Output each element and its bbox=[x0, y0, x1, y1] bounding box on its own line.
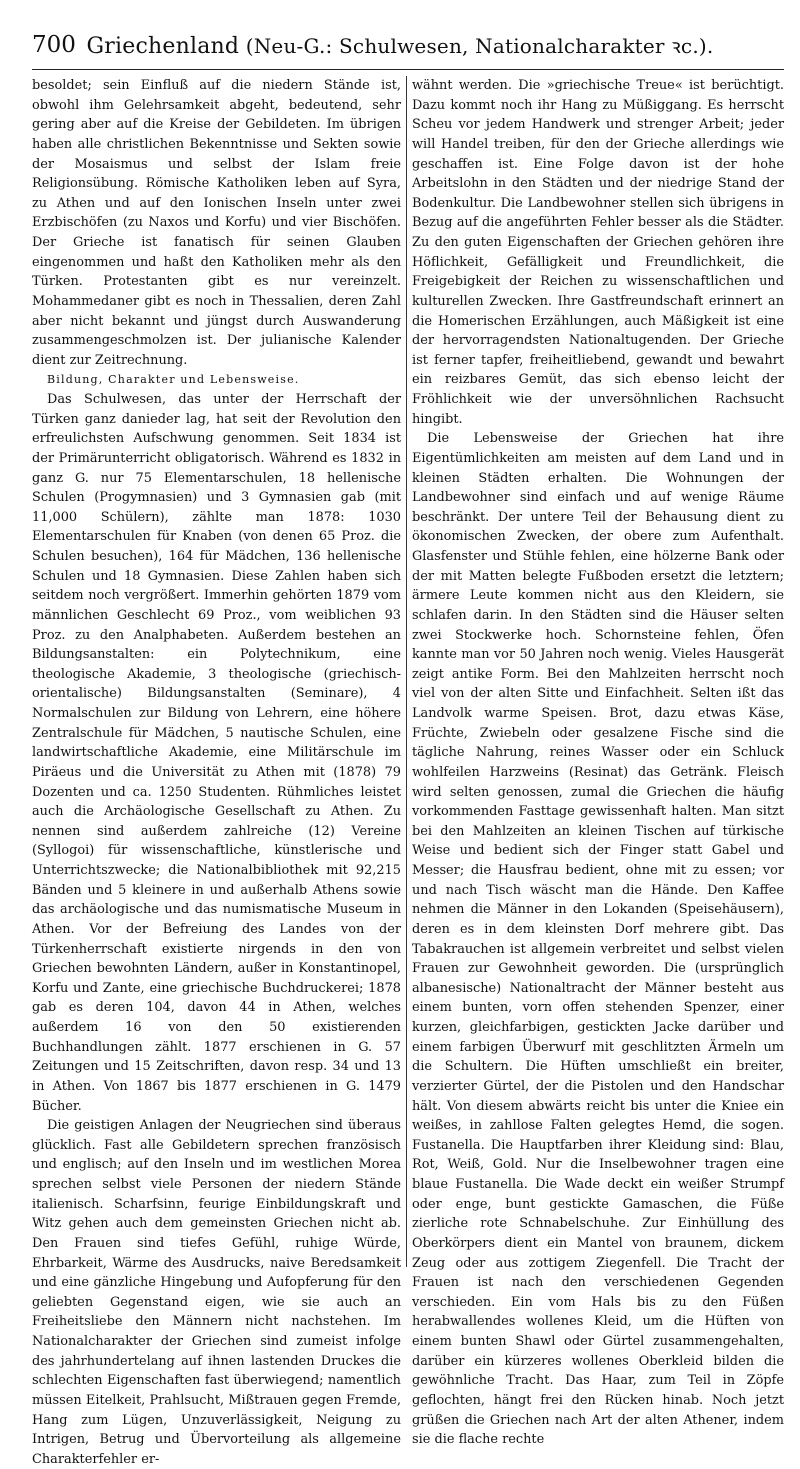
header-rule bbox=[32, 69, 784, 70]
column-divider bbox=[406, 76, 407, 1267]
running-head bbox=[20, 32, 780, 59]
paragraph-schools: Das Schulwesen, das unter der Herrschaft der Türken ganz danieder lag, hat seit der Revolution den erfreulichsten Aufschwung genommen. Seit 1834 ist der Primärunterricht obligatorisch. Während es 1832 in ganz G. nur 75 Elementarschulen, 18 hellenische Schulen (Progymnasien) und 3 Gymnasien gab (mit 11,000 Schülern), zählte man 1878: 1030 Elementarschulen für Knaben (von denen 65 Proz. die Schulen besuchen), 164 für Mädchen, 136 hellenische Schulen und 18 Gymnasien. Diese Zahlen haben sich seitdem noch vergrößert. Immerhin gehörten 1879 vom männlichen Geschlecht 69 Proz., vom weiblichen 93 Proz. zu den Analphabeten. Außerdem bestehen an Bildungsanstalten: ein Polytechnikum, eine theologische Akademie, 3 theologische (griechisch-orientalische) Bildungsanstalten (Seminare), 4 Normalschulen zur Bildung von Lehrern, eine höhere Zentralschule für Mädchen, 5 nautische Schulen, eine landwirtschaftliche Akademie, eine Militärschule im Piräeus und die Universität zu Athen mit (1878) 79 Dozenten und ca. 1250 Studenten. Rühmliches leistet auch die Archäologische Gesellschaft zu Athen. Zu nennen sind außerdem zahlreiche (12) Vereine (Syllogoi) für wissenschaftliche, künstlerische und Unterrichtszwecke; die Nationalbibliothek mit 92,215 Bänden und 5 kleinere in und außerhalb Athens sowie das archäologische und das numismatische Museum in Athen. Vor der Befreiung des Landes von der Türkenherrschaft existierte nirgends in den von Griechen bewohnten Ländern, außer in Konstantinopel, Korfu und Zante, eine griechische Buchdruckerei; 1878 gab es deren 104, davon 44 in Athen, welches außerdem 16 von den 50 existierenden Buchhandlungen zählt. 1877 erschienen in G. 57 Zeitungen und 15 Zeitschriften, davon resp. 34 und 13 in Athen. Von 1867 bis 1877 erschienen in G. 1479 Bücher. bbox=[32, 392, 401, 1114]
page-number: 700 bbox=[32, 32, 76, 58]
page-header bbox=[20, 32, 780, 72]
section-subheading-paragraph bbox=[32, 370, 401, 390]
paragraph-character-continued: wähnt werden. Die »griechische Treue« ist berüchtigt. Dazu kommt noch ihr Hang zu Müßiggang. Es herrscht Scheu vor jedem Handwerk und strenger Arbeit; jeder will Handel treiben, für den der Grieche allerdings wie geschaffen ist. Eine Folge davon ist der hohe Arbeitslohn in den Städten und der niedrige Stand der Bodenkultur. Die Landbewohner stellen sich übrigens in Bezug auf die angeführten Fehler besser als die Städter. Zu den guten Eigenschaften der Griechen gehören ihre Höflichkeit, Gefälligkeit und Freundlichkeit, die Freigebigkeit der Reichen zu wissenschaftlichen und kulturellen Zwecken. Ihre Gastfreundschaft erinnert an die Homerischen Erzählungen, auch Mäßigkeit ist eine der hervorragendsten Nationaltugenden. Der Grieche ist ferner tapfer, freiheitliebend, gewandt und bewahrt ein reizbares Gemüt, das sich ebenso leicht der Fröhlichkeit wie der unversöhnlichen Rachsucht hingibt. bbox=[412, 78, 784, 427]
running-head-title: Griechenland bbox=[86, 34, 240, 59]
paragraph-lifestyle: Die Lebensweise der Griechen hat ihre Eigentümlichkeiten am meisten auf dem Land und in kleinen Städten erhalten. Die Wohnungen der Landbewohner sind einfach und auf wenige Räume beschränkt. Der untere Teil der Behausung dient zu ökonomischen Zwecken, der obere zum Aufenthalt. Glasfenster und Stühle fehlen, eine hölzerne Bank oder der mit Matten belegte Fußboden ersetzt die letztern; ärmere Leute kommen nicht aus den Kleidern, sie schlafen darin. In den Städten sind die Häuser selten zwei Stockwerke hoch. Schornsteine fehlen, Öfen kannte man vor 50 Jahren noch wenig. Vieles Hausgerät zeigt antike Form. Bei den Mahlzeiten herrscht noch viel von der alten Sitte und Einfachheit. Selten ißt das Landvolk warme Speisen. Brot, dazu etwas Käse, Früchte, Zwiebeln oder gesalzene Fische sind die tägliche Nahrung, reines Wasser oder ein Schluck wohlfeilen Harzweins (Resinat) das Getränk. Fleisch wird selten genossen, zumal die Griechen die häufig vorkommenden Fasttage gewissenhaft halten. Man sitzt bei den Mahlzeiten an kleinen Tischen auf türkische Weise und bedient sich der Finger statt Gabel und Messer; die Hausfrau bedient, ohne mit zu essen; vor und nach Tisch wäscht man die Hände. Den Kaffee nehmen die Männer in den Lokanden (Speisehäusern), deren es in dem kleinsten Dorf mehrere gibt. Das Tabakrauchen ist allgemein verbreitet und selbst vielen Frauen zur Gewohnheit geworden. Die (ursprünglich albanesische) Nationaltracht der Männer besteht aus einem bunten, vorn offen stehenden Spenzer, einer kurzen, gleichfarbigen, gestickten Jacke darüber und einem farbigen Überwurf mit geschlitzten Ärmeln um die Schultern. Die Hüften umschließt ein breiter, verzierter Gürtel, der die Pistolen und den Handschar hält. Von diesem abwärts reicht bis unter die Kniee ein weißes, in zahllose Falten gelegtes Hemd, die sogen. Fustanella. Die Hauptfarben ihrer Kleidung sind: Blau, Rot, Weiß, Gold. Nur die Inselbewohner tragen eine blaue Fustanella. Die Wade deckt ein weißer Strumpf oder enge, bunt gestickte Gamaschen, die Füße zierliche rote Schnabelschuhe. Zur Einhüllung des Oberkörpers dient ein Mantel von braunem, dickem Zeug oder aus zottigem Ziegenfell. Die Tracht der Frauen ist nach den verschiedenen Gegenden verschieden. Ein vom Hals bis zu den Füßen herabwallendes wollenes Kleid, um die Hüften von einem bunten Shawl oder Gürtel zusammengehalten, darüber ein kürzeres wollenes Oberkleid bilden die gewöhnliche Tracht. Das Haar, zum Teil in Zöpfe geflochten, hängt frei den Rücken hinab. Noch jetzt grüßen die Griechen nach Art der alten Athener, indem sie die flache rechte bbox=[412, 431, 784, 1448]
running-head-subtitle: (Neu-G.: Schulwesen, Nationalcharakter ꝛc.). bbox=[245, 34, 714, 58]
text-columns bbox=[32, 76, 784, 1467]
right-column bbox=[412, 76, 784, 1448]
section-subheading: Bildung, Charakter und Lebensweise. bbox=[47, 373, 300, 387]
left-column bbox=[32, 76, 401, 1467]
paragraph-religion: besoldet; sein Einfluß auf die niedern Stände ist, obwohl ihm Gelehrsamkeit abgeht, bedeutend, sehr gering aber auf die Kreise der Gebildeten. Im übrigen haben alle christlichen Bekenntnisse und Sekten sowie der Mosaismus und selbst der Islam freie Religionsübung. Römische Katholiken leben auf Syra, zu Athen und auf den Ionischen Inseln unter zwei Erzbischöfen (zu Naxos und Korfu) und vier Bischöfen. Der Grieche ist fanatisch für seinen Glauben eingenommen und haßt den Katholiken mehr als den Türken. Protestanten gibt es nur vereinzelt. Mohammedaner gibt es noch in Thessalien, deren Zahl aber nicht bekannt und jüngst durch Auswanderung zusammengeschmolzen ist. Der julianische Kalender dient zur Zeitrechnung. bbox=[32, 78, 401, 368]
paragraph-character: Die geistigen Anlagen der Neugriechen sind überaus glücklich. Fast alle Gebildetern sprechen französisch und englisch; auf den Inseln und im westlichen Morea sprechen selbst viele Personen der niedern Stände italienisch. Scharfsinn, feurige Einbildungskraft und Witz gehen auch dem gemeinsten Griechen nicht ab. Den Frauen sind tiefes Gefühl, ruhige Würde, Ehrbarkeit, Wärme des Ausdrucks, naive Beredsamkeit und eine gänzliche Hingebung und Aufopferung für den geliebten Gegenstand eigen, wie sie auch an Freiheitsliebe den Männern nicht nachstehen. Im Nationalcharakter der Griechen sind zumeist infolge des jahrhundertelang auf ihnen lastenden Druckes die schlechten Eigenschaften fast überwiegend; namentlich müssen Eitelkeit, Prahlsucht, Mißtrauen gegen Fremde, Hang zum Lügen, Unzuverlässigkeit, Neigung zu Intrigen, Betrug und Übervorteilung als allgemeine Charakterfehler er- bbox=[32, 1118, 401, 1467]
